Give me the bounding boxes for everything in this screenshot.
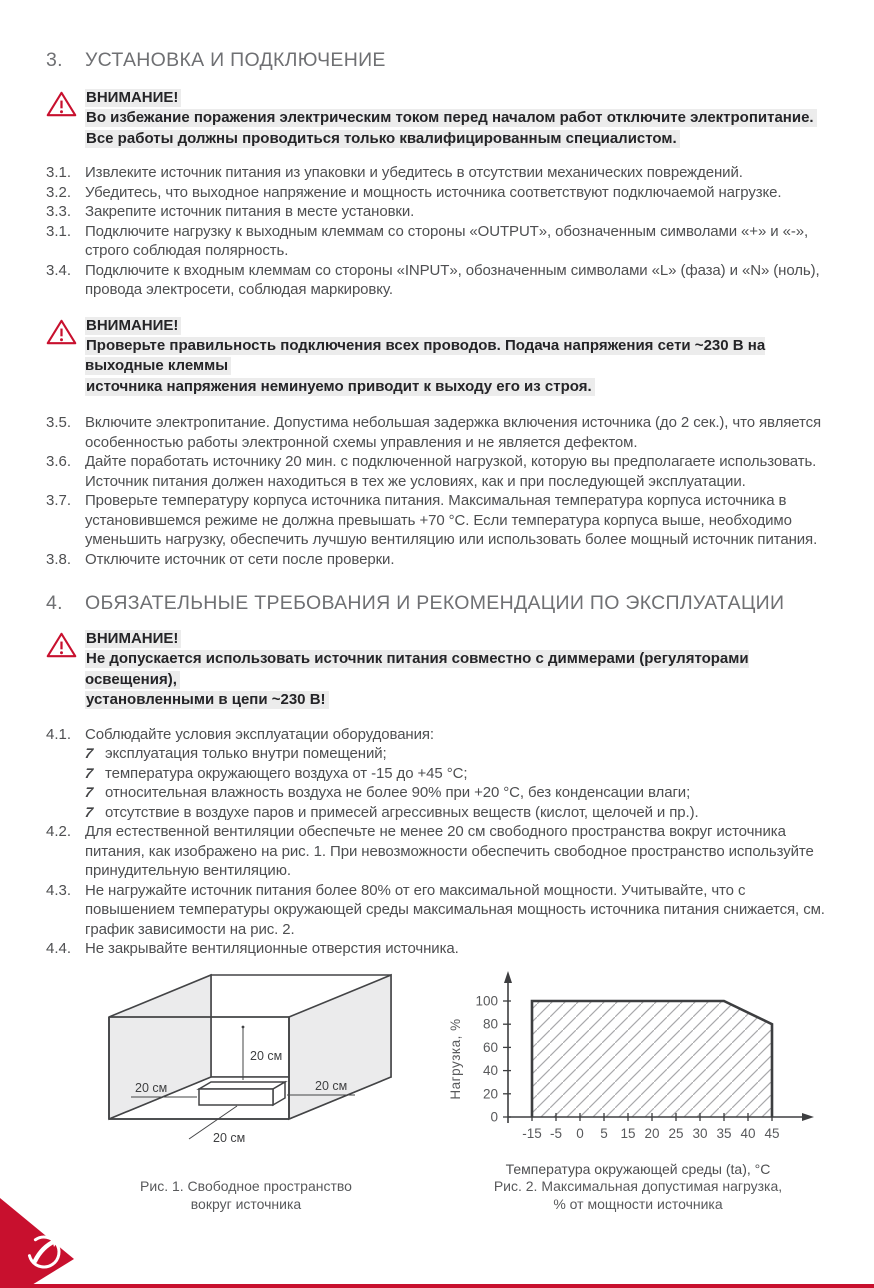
instruction-list-4	[46, 725, 830, 959]
caption-line: % от мощности источника	[553, 1195, 723, 1212]
item-number: 3.5.	[46, 414, 72, 431]
figures-row	[46, 965, 830, 1213]
dim-label-top: 20 см	[250, 1048, 283, 1063]
list-item	[46, 222, 830, 261]
caption-line: Рис. 2. Максимальная допустимая нагрузка,	[493, 1177, 783, 1194]
svg-text:35: 35	[716, 1125, 732, 1141]
warning-triangle-icon	[46, 631, 77, 659]
section-4-number: 4.	[46, 592, 63, 614]
warning-line: Во избежание поражения электрическим током перед началом работ отключите электропитание.	[85, 108, 830, 129]
warning-block-2	[46, 316, 830, 398]
item-text: Включите электропитание. Допустима небольшая задержка включения источника (до 2 сек.), что является особенностью работы электронной схемы управления и не является дефектом.	[85, 414, 822, 451]
svg-text:80: 80	[482, 1016, 498, 1032]
warning-block-3	[46, 629, 830, 711]
item-text: Для естественной вентиляции обеспечьте не менее 20 см свободного пространства вокруг источника питания, как изображено на рис. 1. При невозможности обеспечить свободное пространство используйте принудительную вентиляцию.	[85, 823, 814, 879]
item-text: Извлеките источник питания из упаковки и убедитесь в отсутствии механических повреждений.	[85, 164, 743, 181]
item-number: 3.4.	[46, 261, 72, 279]
dim-label-right: 20 см	[315, 1078, 348, 1093]
dim-label-left: 20 см	[135, 1080, 168, 1095]
item-number: 3.6.	[46, 453, 72, 470]
warning-lines	[85, 336, 830, 398]
warning-lines	[85, 108, 830, 149]
item-number: 3.1.	[46, 222, 72, 240]
item-text: Подключите нагрузку к выходным клеммам со стороны «OUTPUT», обозначенным символами «+» и «-», строго соблюдая полярность.	[85, 222, 809, 259]
item-number: 4.1.	[46, 725, 72, 743]
item-text: отсутствие в воздухе паров и примесей агрессивных веществ (кислот, щелочей и пр.).	[105, 803, 699, 821]
svg-text:40: 40	[482, 1062, 498, 1078]
item-number: 4.4.	[46, 940, 72, 957]
footer-accent-bar	[0, 1284, 874, 1288]
item-text: Убедитесь, что выходное напряжение и мощность источника соответствуют подключаемой нагрузке.	[85, 183, 782, 201]
item-number: 4.2.	[46, 823, 72, 840]
svg-text:0: 0	[576, 1125, 584, 1141]
item-number: 3.3.	[46, 203, 72, 220]
list-item	[46, 725, 830, 745]
warning-triangle-icon	[46, 629, 85, 711]
item-text: Соблюдайте условия эксплуатации оборудования:	[85, 725, 434, 743]
list-item	[46, 491, 830, 550]
item-number: 3.1.	[46, 164, 72, 181]
item-text: Проверьте температуру корпуса источника питания. Максимальная температура корпуса источника в установившемся режиме не должна превышать +70 °C. Если температура корпуса выше, необходимо уменьшить нагрузку, обеспечить лучшую вентиляцию или использовать более мощный источник питания.	[85, 492, 818, 548]
warning-triangle-icon	[46, 316, 85, 398]
item-text: Не закрывайте вентиляционные отверстия источника.	[85, 940, 459, 957]
instruction-list-3b	[46, 413, 830, 569]
figure-2	[446, 965, 830, 1213]
list-item	[46, 803, 830, 823]
svg-text:20: 20	[482, 1085, 498, 1101]
warning-line: источника напряжения неминуемо приводит к выходу его из строя.	[85, 377, 830, 398]
svg-text:45: 45	[764, 1125, 780, 1141]
item-text: относительная влажность воздуха не более 90% при +20 °C, без конденсации влаги;	[105, 784, 691, 801]
svg-text:5: 5	[600, 1125, 608, 1141]
brand-logo	[0, 1196, 122, 1288]
derating-chart	[446, 965, 830, 1155]
item-number: 3.2.	[46, 183, 72, 201]
item-text: Не нагружайте источник питания более 80% от его максимальной мощности. Учитывайте, что с повышением температуры окружающей среды максимальная мощность источника питания снижается, см. график зависимости на рис. 2.	[85, 881, 825, 938]
section-3-heading	[46, 48, 830, 72]
figure-1-caption	[140, 1177, 352, 1213]
svg-text:-5: -5	[549, 1125, 563, 1141]
svg-text:0: 0	[490, 1109, 498, 1124]
section-3-number: 3.	[46, 49, 63, 71]
warning-line: Не допускается использовать источник питания совместно с диммерами (регуляторами освещения),	[85, 650, 749, 688]
manual-page	[0, 48, 874, 1288]
warning-body	[85, 88, 830, 149]
list-item	[46, 550, 830, 570]
list-item	[46, 939, 830, 959]
list-item	[46, 822, 830, 881]
item-text: Закрепите источник питания в месте установки.	[85, 203, 415, 220]
item-number: 7	[83, 784, 95, 800]
list-item	[46, 764, 830, 784]
list-item	[46, 881, 830, 940]
warning-body	[85, 629, 830, 711]
warning-block-1	[46, 88, 830, 149]
warning-title: ВНИМАНИЕ!	[85, 629, 830, 649]
room-clearance-diagram	[91, 965, 401, 1160]
warning-line: Все работы должны проводиться только квалифицированным специалистом.	[85, 129, 830, 150]
list-item	[46, 452, 830, 491]
warning-triangle-icon	[46, 90, 77, 118]
item-text: температура окружающего воздуха от -15 до +45 °C;	[105, 764, 468, 782]
svg-text:20: 20	[644, 1125, 660, 1141]
section-4-heading	[46, 591, 830, 615]
svg-text:30: 30	[692, 1125, 708, 1141]
item-number: 7	[83, 803, 95, 820]
item-text: эксплуатация только внутри помещений;	[105, 745, 387, 762]
item-text: Подключите к входным клеммам со стороны «INPUT», обозначенным символами «L» (фаза) и «N» (ноль), провода электросети, соблюдая маркировку.	[85, 261, 820, 298]
warning-line: Проверьте правильность подключения всех проводов. Подача напряжения сети ~230 В на выходные клеммы	[85, 336, 766, 374]
item-number: 7	[83, 745, 95, 761]
chart-x-axis-label: Температура окружающей среды (ta), °C	[505, 1160, 771, 1177]
item-text: Дайте поработать источнику 20 мин. с подключенной нагрузкой, которую вы предполагаете использовать. Источник питания должен находиться в тех же условиях, как и при последующей эксплуатации.	[85, 453, 817, 490]
list-item	[46, 783, 830, 803]
svg-text:40: 40	[740, 1125, 756, 1141]
dim-label-front: 20 см	[213, 1130, 246, 1145]
instruction-list-3a	[46, 163, 830, 300]
svg-text:100: 100	[475, 993, 498, 1008]
figure-1	[46, 965, 446, 1213]
list-item	[46, 413, 830, 452]
item-number: 3.8.	[46, 550, 72, 568]
caption-line: вокруг источника	[190, 1195, 302, 1212]
page-content	[0, 48, 874, 1213]
warning-title: ВНИМАНИЕ!	[85, 316, 830, 336]
item-text: Отключите источник от сети после проверки.	[85, 550, 395, 568]
warning-body	[85, 316, 830, 398]
chart-y-axis-label: Нагрузка, %	[448, 1017, 463, 1100]
figure-2-caption	[494, 1177, 782, 1213]
svg-text:25: 25	[668, 1125, 684, 1141]
warning-triangle-icon	[46, 88, 85, 149]
item-number: 4.3.	[46, 881, 72, 899]
warning-line: установленными в цепи ~230 В!	[85, 690, 830, 711]
warning-triangle-icon	[46, 318, 77, 346]
list-item	[46, 261, 830, 300]
item-number: 3.7.	[46, 492, 72, 509]
svg-text:-15: -15	[522, 1125, 542, 1141]
caption-line: Рис. 1. Свободное пространство	[140, 1177, 352, 1194]
svg-text:15: 15	[620, 1125, 636, 1141]
warning-lines	[85, 649, 830, 711]
list-item	[46, 183, 830, 203]
warning-title: ВНИМАНИЕ!	[85, 88, 830, 108]
section-4-title: ОБЯЗАТЕЛЬНЫЕ ТРЕБОВАНИЯ И РЕКОМЕНДАЦИИ ПО ЭКСПЛУАТАЦИИ	[85, 592, 785, 614]
section-3-title: УСТАНОВКА И ПОДКЛЮЧЕНИЕ	[85, 49, 386, 71]
item-number: 7	[83, 764, 95, 781]
svg-text:60: 60	[482, 1039, 498, 1055]
list-item	[46, 202, 830, 222]
list-item	[46, 744, 830, 764]
list-item	[46, 163, 830, 183]
